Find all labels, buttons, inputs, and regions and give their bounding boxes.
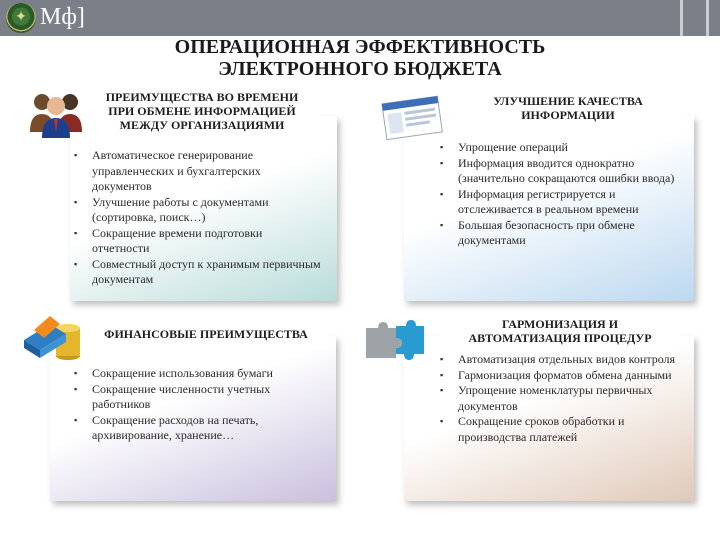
- panel-heading-time-benefits: [84, 90, 320, 136]
- list-item: ▪ Автоматическое генерирование управленческих и бухгалтерских документов: [70, 148, 322, 195]
- heading-line: ФИНАНСОВЫЕ ПРЕИМУЩЕСТВА: [104, 327, 308, 341]
- heading-line: ПРЕИМУЩЕСТВА ВО ВРЕМЕНИ: [105, 90, 299, 104]
- list-item: ▪ Сокращение сроков обработки и производства платежей: [436, 414, 694, 445]
- harmonization-list: [436, 352, 694, 445]
- list-item: ▪ Большая безопасность при обмене документами: [436, 218, 686, 249]
- heading-line: УЛУЧШЕНИЕ КАЧЕСТВА: [493, 94, 643, 108]
- list-item: ▪ Сокращение численности учетных работников: [70, 382, 320, 413]
- time-benefits-list: [70, 148, 322, 288]
- list-item: ▪ Автоматизация отдельных видов контроля: [436, 352, 694, 368]
- list-item: ▪ Сокращение времени подготовки отчетности: [70, 226, 322, 257]
- panel-heading-information-quality: [452, 94, 684, 128]
- heading-line: ПРИ ОБМЕНЕ ИНФОРМАЦИЕЙ: [108, 104, 296, 118]
- financial-benefits-list: [70, 366, 320, 444]
- panel-heading-harmonization: [440, 317, 680, 351]
- brand-label: Мф]: [40, 4, 85, 30]
- page-title: [120, 36, 600, 80]
- list-item: ▪ Упрощение операций: [436, 140, 686, 156]
- page-title-line: ОПЕРАЦИОННАЯ ЭФФЕКТИВНОСТЬ: [174, 36, 546, 58]
- top-bar: [0, 0, 720, 36]
- heading-line: ИНФОРМАЦИИ: [521, 108, 615, 122]
- people-icon: [28, 88, 84, 140]
- decor-stripe: [680, 0, 683, 36]
- information-quality-list: [436, 140, 686, 249]
- list-item: ▪ Совместный доступ к хранимым первичным документам: [70, 257, 322, 288]
- decor-stripe: [706, 0, 709, 36]
- panel-heading-financial-benefits: [84, 324, 328, 344]
- list-item: ▪ Гармонизация форматов обмена данными: [436, 368, 694, 384]
- list-item: ▪ Информация вводится однократно (значительно сокращаются ошибки ввода): [436, 156, 686, 187]
- page-title-line: ЭЛЕКТРОННОГО БЮДЖЕТА: [218, 58, 502, 80]
- list-item: ▪ Упрощение номенклатуры первичных документов: [436, 383, 694, 414]
- document-icon: [376, 94, 446, 140]
- heading-line: ГАРМОНИЗАЦИЯ И: [501, 317, 619, 331]
- heading-line: АВТОМАТИЗАЦИЯ ПРОЦЕДУР: [468, 331, 652, 345]
- heading-line: МЕЖДУ ОРГАНИЗАЦИЯМИ: [119, 118, 285, 132]
- list-item: ▪ Сокращение использования бумаги: [70, 366, 320, 382]
- list-item: ▪ Информация регистрируется и отслеживается в реальном времени: [436, 187, 686, 218]
- list-item: ▪ Улучшение работы с документами (сортировка, поиск…): [70, 195, 322, 226]
- emblem-logo-icon: [6, 3, 36, 33]
- puzzle-icon: [362, 318, 426, 366]
- list-item: ▪ Сокращение расходов на печать, архивирование, хранение…: [70, 413, 320, 444]
- coins-icon: [20, 306, 86, 362]
